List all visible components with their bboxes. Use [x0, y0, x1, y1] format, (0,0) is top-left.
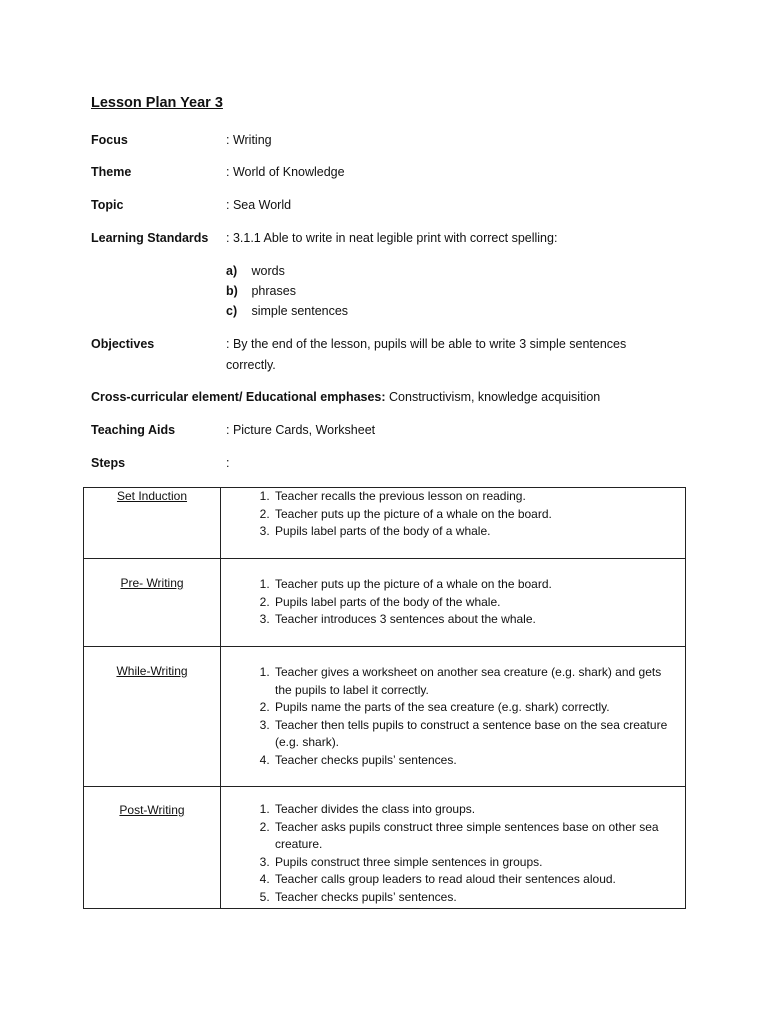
teaching-aids-label: Teaching Aids	[91, 423, 176, 437]
activity-item: 4. Teacher calls group leaders to read aloud their sentences aloud.	[273, 871, 679, 889]
learning-standards-label: Learning Standards	[91, 231, 209, 245]
stage-cell	[84, 647, 221, 787]
standard-item-text: phrases	[251, 284, 296, 298]
teaching-aids-value: : Picture Cards, Worksheet	[226, 423, 376, 437]
stage-label: While-Writing	[116, 664, 188, 678]
stage-label: Post-Writing	[119, 803, 185, 817]
activities-cell	[221, 488, 686, 559]
table-row	[84, 647, 686, 787]
standard-item	[226, 264, 285, 278]
steps-value: :	[226, 456, 230, 470]
table-row	[84, 787, 686, 909]
standard-item-mark: c)	[226, 304, 238, 318]
theme-label: Theme	[91, 165, 132, 179]
stage-label: Pre- Writing	[120, 576, 184, 590]
activities-cell	[221, 787, 686, 909]
activity-item: 3. Teacher introduces 3 sentences about the whale.	[273, 611, 685, 629]
activity-item: 3. Pupils construct three simple sentences in groups.	[273, 854, 679, 872]
activity-item: 3. Pupils label parts of the body of a whale.	[273, 523, 685, 541]
topic-label: Topic	[91, 198, 124, 212]
activity-item: 1. Teacher recalls the previous lesson on reading.	[273, 488, 685, 506]
activity-item: 2. Pupils label parts of the body of the whale.	[273, 594, 685, 612]
stage-cell	[84, 488, 221, 559]
activity-item: 5. Teacher checks pupils’ sentences.	[273, 889, 679, 907]
activities-cell	[221, 559, 686, 647]
steps-label: Steps	[91, 456, 126, 470]
focus-value: : Writing	[226, 133, 272, 147]
topic-value: : Sea World	[226, 198, 292, 212]
focus-label: Focus	[91, 133, 128, 147]
steps-table	[83, 487, 686, 909]
theme-value: : World of Knowledge	[226, 165, 345, 179]
activity-list	[221, 801, 685, 906]
page-title: Lesson Plan Year 3	[91, 95, 223, 111]
cross-curricular-value: Constructivism, knowledge acquisition	[389, 390, 601, 404]
standard-item-mark: a)	[226, 264, 238, 278]
cross-curricular-line	[91, 390, 600, 404]
standard-item-mark: b)	[226, 284, 238, 298]
objectives-label: Objectives	[91, 337, 155, 351]
activity-item: 1. Teacher puts up the picture of a whale on the board.	[273, 576, 685, 594]
activity-item: 2. Teacher puts up the picture of a whale on the board.	[273, 506, 685, 524]
standard-item	[226, 304, 348, 318]
learning-standards-value: : 3.1.1 Able to write in neat legible print with correct spelling:	[226, 231, 558, 245]
activity-item: 1. Teacher divides the class into groups.	[273, 801, 679, 819]
activity-item: 2. Teacher asks pupils construct three simple sentences base on other sea creature.	[273, 819, 679, 854]
stage-cell	[84, 787, 221, 909]
activities-cell	[221, 647, 686, 787]
stage-cell	[84, 559, 221, 647]
activity-item: 1. Teacher gives a worksheet on another sea creature (e.g. shark) and gets the pupils to label it correctly.	[273, 664, 679, 699]
objectives-value: : By the end of the lesson, pupils will be able to write 3 simple sentences correctly.	[226, 337, 627, 372]
standard-item-text: simple sentences	[251, 304, 349, 318]
cross-curricular-label: Cross-curricular element/ Educational emphases:	[91, 390, 386, 404]
activity-item: 4. Teacher checks pupils’ sentences.	[273, 752, 679, 770]
table-row	[84, 559, 686, 647]
activity-list	[221, 576, 685, 629]
activity-item: 3. Teacher then tells pupils to construct a sentence base on the sea creature (e.g. shark).	[273, 717, 679, 752]
activity-item: 2. Pupils name the parts of the sea creature (e.g. shark) correctly.	[273, 699, 679, 717]
standard-item	[226, 284, 296, 298]
activity-list	[221, 664, 685, 769]
activity-list	[221, 488, 685, 541]
stage-label: Set Induction	[116, 489, 188, 503]
table-row	[84, 488, 686, 559]
standard-item-text: words	[251, 264, 285, 278]
